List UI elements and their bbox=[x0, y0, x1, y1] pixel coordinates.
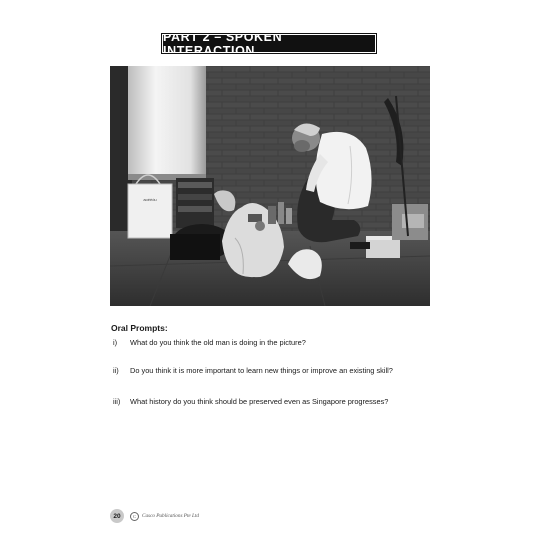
prompt-item bbox=[113, 338, 306, 347]
old-man bbox=[292, 123, 372, 249]
section-title: PART 2 – SPOKEN INTERACTION bbox=[163, 29, 283, 58]
bag-label: aoéèóu bbox=[143, 197, 157, 202]
shopping-bag bbox=[128, 175, 172, 238]
prompt-number: ii) bbox=[113, 366, 119, 375]
prompt-number: iii) bbox=[113, 397, 121, 406]
white-pillar bbox=[128, 66, 206, 178]
prompt-text: Do you think it is more important to learn new things or improve an existing skill? bbox=[130, 366, 393, 375]
publisher-name: Casco Publications Pte Ltd bbox=[142, 513, 199, 519]
page-footer bbox=[110, 509, 199, 523]
prompt-text: What history do you think should be preserved even as Singapore progresses? bbox=[130, 397, 389, 406]
prompt-item bbox=[113, 366, 393, 375]
section-title-banner bbox=[163, 29, 375, 58]
copyright-icon: C bbox=[130, 512, 139, 521]
prompt-text: What do you think the old man is doing in the picture? bbox=[130, 338, 306, 347]
stool bbox=[366, 238, 400, 258]
page-number: 20 bbox=[110, 509, 124, 523]
publisher-credit bbox=[130, 512, 199, 521]
oral-prompts-heading: Oral Prompts: bbox=[111, 323, 168, 333]
prompt-item bbox=[113, 397, 388, 406]
prompt-number: i) bbox=[113, 338, 118, 347]
photo-old-man-repairing bbox=[110, 66, 430, 306]
